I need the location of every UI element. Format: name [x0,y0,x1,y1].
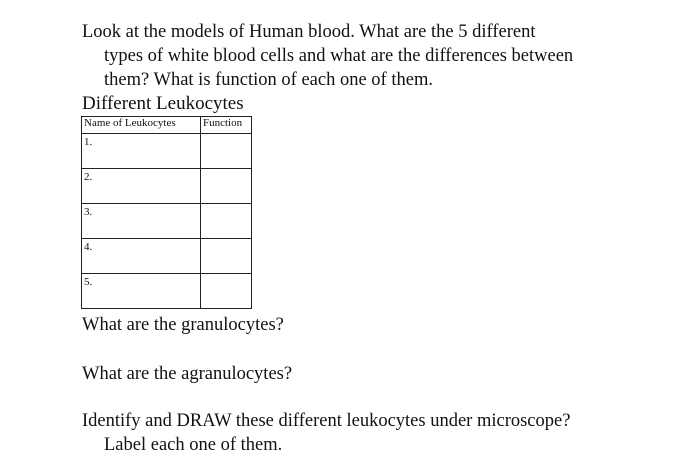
question-agranulocytes: What are the agranulocytes? [82,364,293,384]
leukocyte-table [81,116,252,309]
identify-line-1: Identify and DRAW these different leukocytes under microscope? [82,411,571,431]
intro-paragraph [82,20,652,92]
intro-line-2: types of white blood cells and what are the differences between [104,46,574,66]
function-cell [201,239,252,274]
table-header-row [82,117,252,134]
intro-line-3: them? What is function of each one of them. [104,70,433,90]
function-cell [201,274,252,309]
function-cell [201,134,252,169]
table-row [82,134,252,169]
column-header-name: Name of Leukocytes [82,117,201,134]
question-granulocytes: What are the granulocytes? [82,315,284,335]
intro-line-1: Look at the models of Human blood. What are the 5 different [82,22,536,42]
table-row [82,169,252,204]
row-number-cell: 5. [82,274,201,309]
table-row [82,274,252,309]
section-heading: Different Leukocytes [82,93,244,114]
row-number-cell: 2. [82,169,201,204]
row-number-cell: 4. [82,239,201,274]
identify-line-2: Label each one of them. [104,435,283,455]
row-number-cell: 3. [82,204,201,239]
question-identify-draw [82,409,652,457]
row-number-cell: 1. [82,134,201,169]
function-cell [201,169,252,204]
column-header-function: Function [201,117,252,134]
table-row [82,204,252,239]
table-row [82,239,252,274]
function-cell [201,204,252,239]
